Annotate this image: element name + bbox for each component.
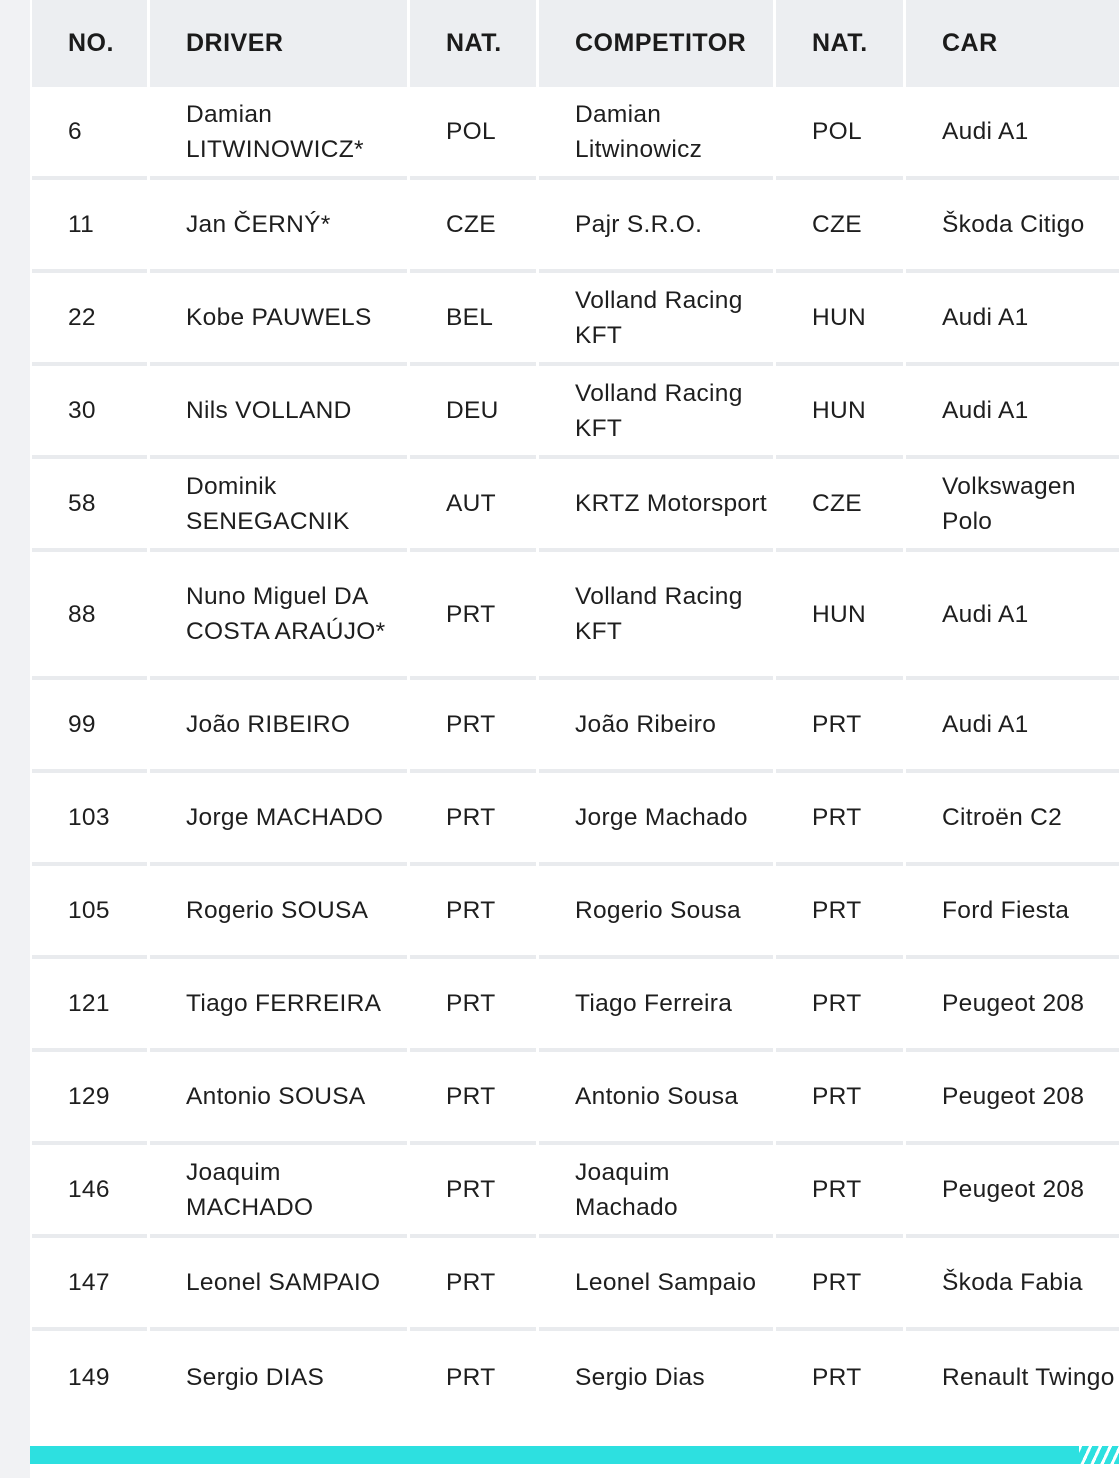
cell-competitor: Joaquim Machado: [539, 1145, 773, 1238]
cell-driver-nationality: PRT: [410, 1145, 536, 1238]
table-row: [32, 552, 1119, 680]
cell-no: 105: [32, 866, 147, 959]
cell-driver: Joaquim MACHADO: [150, 1145, 407, 1238]
cell-car: Volkswagen Polo: [906, 459, 1119, 552]
cell-competitor: Leonel Sampaio: [539, 1238, 773, 1331]
cell-driver-nationality: PRT: [410, 1238, 536, 1331]
table-row: [32, 866, 1119, 959]
cell-no: 121: [32, 959, 147, 1052]
cell-competitor: Damian Litwinowicz: [539, 87, 773, 180]
cell-no: 58: [32, 459, 147, 552]
cell-car: Audi A1: [906, 366, 1119, 459]
cell-competitor-nationality: PRT: [776, 1238, 903, 1331]
header-competitor-nationality: NAT.: [776, 0, 903, 87]
cell-car: Peugeot 208: [906, 1145, 1119, 1238]
cell-driver: Rogerio SOUSA: [150, 866, 407, 959]
cell-driver: Jan ČERNÝ*: [150, 180, 407, 273]
header-competitor: COMPETITOR: [539, 0, 773, 87]
cell-competitor: João Ribeiro: [539, 680, 773, 773]
cell-competitor-nationality: PRT: [812, 1364, 862, 1391]
cell-driver: João RIBEIRO: [150, 680, 407, 773]
cell-competitor-nationality: CZE: [776, 459, 903, 552]
cell-no: 88: [32, 552, 147, 680]
cell-no: 6: [32, 87, 147, 180]
cell-driver-nationality: BEL: [410, 273, 536, 366]
cell-driver-nationality: PRT: [410, 773, 536, 866]
header-car: CAR: [906, 0, 1119, 87]
cell-driver: Leonel SAMPAIO: [150, 1238, 407, 1331]
cell-no: 147: [32, 1238, 147, 1331]
cell-driver-nationality: DEU: [410, 366, 536, 459]
cell-no: 22: [32, 273, 147, 366]
cell-driver: Antonio SOUSA: [150, 1052, 407, 1145]
cell-competitor: Rogerio Sousa: [539, 866, 773, 959]
cell-competitor: Antonio Sousa: [539, 1052, 773, 1145]
cell-competitor-nationality: HUN: [776, 273, 903, 366]
cell-car: Audi A1: [906, 273, 1119, 366]
cell-competitor: Jorge Machado: [539, 773, 773, 866]
cell-driver-nationality: POL: [410, 87, 536, 180]
table-row: [32, 366, 1119, 459]
cell-competitor-nationality: PRT: [776, 959, 903, 1052]
header-driver-nationality: NAT.: [410, 0, 536, 87]
cell-car: Peugeot 208: [906, 959, 1119, 1052]
cell-car: Peugeot 208: [906, 1052, 1119, 1145]
table-row: [32, 459, 1119, 552]
cell-competitor-nationality: PRT: [776, 773, 903, 866]
cell-car: Renault Twingo: [942, 1364, 1115, 1391]
header-row: [32, 0, 1119, 87]
cell-driver-nationality: PRT: [446, 1364, 496, 1391]
table-row: [32, 87, 1119, 180]
cell-no: 146: [32, 1145, 147, 1238]
table-row: [32, 959, 1119, 1052]
cell-car: Audi A1: [906, 87, 1119, 180]
cell-driver-nationality: PRT: [410, 959, 536, 1052]
entry-list-table-container: [30, 0, 1119, 1424]
cell-car: Audi A1: [906, 680, 1119, 773]
cell-driver: Nuno Miguel DA COSTA ARAÚJO*: [150, 552, 407, 680]
table-header: [32, 0, 1119, 87]
cell-competitor-nationality: HUN: [776, 552, 903, 680]
accent-bar-hatch: [1079, 1446, 1119, 1464]
cell-competitor-nationality: CZE: [776, 180, 903, 273]
cell-competitor: KRTZ Motorsport: [539, 459, 773, 552]
table-row: [32, 773, 1119, 866]
cell-no: 99: [32, 680, 147, 773]
table-body: [32, 87, 1119, 1424]
cell-driver-nationality: CZE: [410, 180, 536, 273]
cell-driver: Sergio DIAS: [186, 1364, 325, 1391]
cell-no: 11: [32, 180, 147, 273]
table-row: [32, 1052, 1119, 1145]
cell-driver-nationality: PRT: [410, 680, 536, 773]
table-row: [32, 180, 1119, 273]
cell-driver-nationality: PRT: [410, 552, 536, 680]
cell-no: 30: [32, 366, 147, 459]
cell-competitor-nationality: POL: [776, 87, 903, 180]
table-row: [32, 680, 1119, 773]
cell-driver: Damian LITWINOWICZ*: [150, 87, 407, 180]
table-row: [32, 1238, 1119, 1331]
header-driver: DRIVER: [150, 0, 407, 87]
cell-competitor-nationality: PRT: [776, 866, 903, 959]
entry-list-table: [29, 0, 1119, 1424]
cell-driver-nationality: AUT: [410, 459, 536, 552]
cell-no: 129: [32, 1052, 147, 1145]
cell-driver-nationality: PRT: [410, 866, 536, 959]
table-row: [32, 1331, 1119, 1424]
cell-driver: Jorge MACHADO: [150, 773, 407, 866]
table-row: [32, 273, 1119, 366]
cell-driver: Tiago FERREIRA: [150, 959, 407, 1052]
cell-car: Škoda Citigo: [906, 180, 1119, 273]
cell-no: 103: [32, 773, 147, 866]
table-row: [32, 1145, 1119, 1238]
cell-driver: Nils VOLLAND: [150, 366, 407, 459]
cell-competitor-nationality: PRT: [776, 1145, 903, 1238]
cell-competitor: Pajr S.R.O.: [539, 180, 773, 273]
cell-competitor: Volland Racing KFT: [539, 273, 773, 366]
cell-competitor-nationality: PRT: [776, 1052, 903, 1145]
cell-competitor: Volland Racing KFT: [539, 552, 773, 680]
cell-driver: Dominik SENEGACNIK: [150, 459, 407, 552]
cell-competitor: Volland Racing KFT: [539, 366, 773, 459]
cell-driver-nationality: PRT: [410, 1052, 536, 1145]
cell-competitor-nationality: HUN: [776, 366, 903, 459]
cell-car: Audi A1: [906, 552, 1119, 680]
cell-car: Citroën C2: [906, 773, 1119, 866]
cell-competitor: Tiago Ferreira: [539, 959, 773, 1052]
left-margin-strip: [0, 0, 30, 1478]
cell-car: Ford Fiesta: [906, 866, 1119, 959]
cell-competitor-nationality: PRT: [776, 680, 903, 773]
cell-driver: Kobe PAUWELS: [150, 273, 407, 366]
header-no: NO.: [32, 0, 147, 87]
cell-competitor: Sergio Dias: [575, 1364, 705, 1391]
cell-car: Škoda Fabia: [906, 1238, 1119, 1331]
accent-bar: [30, 1446, 1119, 1464]
cell-no: 149: [68, 1364, 110, 1391]
